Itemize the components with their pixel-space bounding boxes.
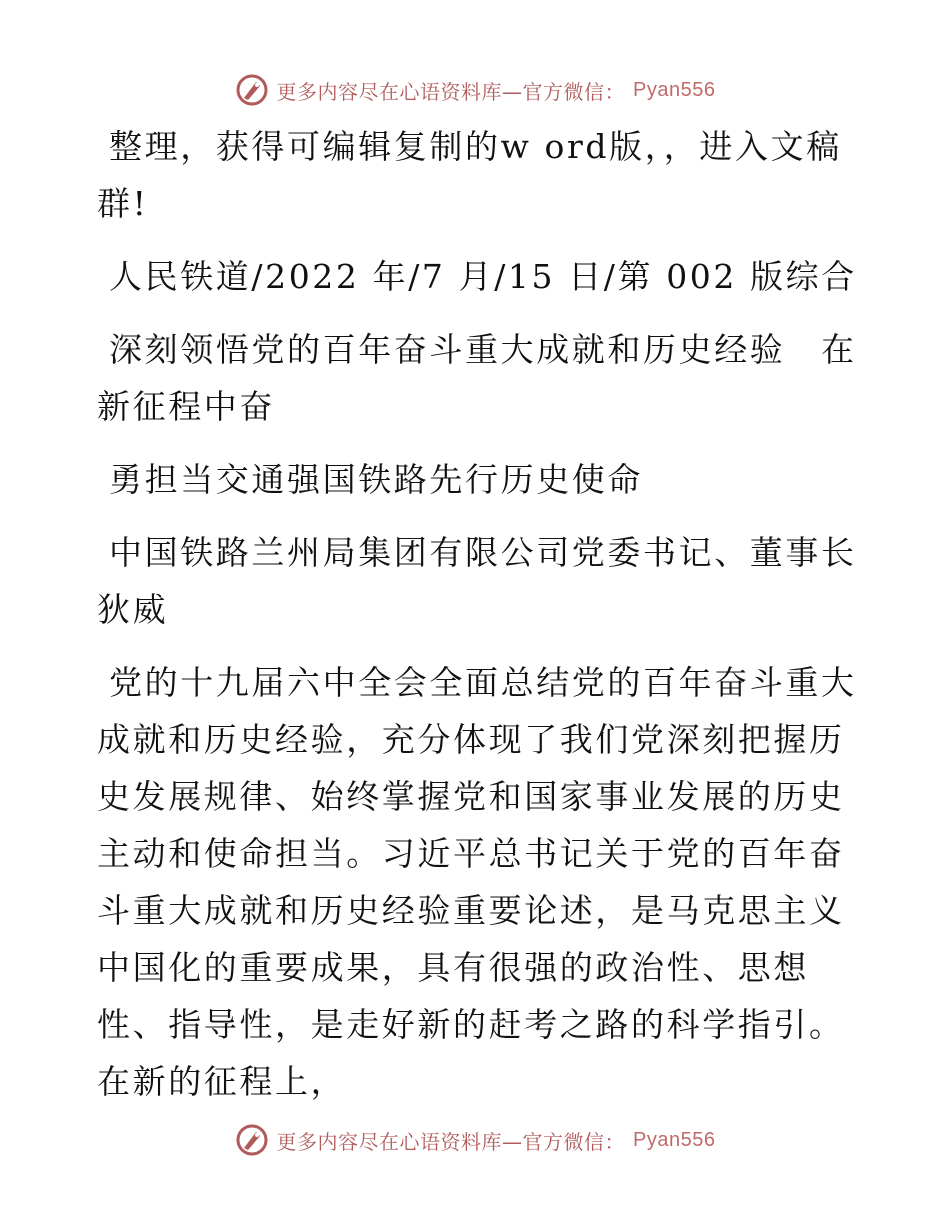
body-paragraph: 党的十九届六中全会全面总结党的百年奋斗重大成就和历史经验，充分体现了我们党深刻把握历史发展规律、始终掌握党和国家事业发展的历史主动和使命担当。习近平总书记关于党的百年奋斗重大成就和历史经验重要论述，是马克思主义中国化的重要成果，具有很强的政治性、思想性、指导性，是走好新的赶考之路的科学指引。在新的征程上，	[97, 663, 857, 1101]
headline: 深刻领悟党的百年奋斗重大成就和历史经验 在新征程中奋	[97, 330, 857, 426]
watermark-text: 更多内容尽在心语资料库—官方微信：	[276, 79, 626, 104]
subheadline: 勇担当交通强国铁路先行历史使命	[109, 460, 643, 499]
author-line: 中国铁路兰州局集团有限公司党委书记、董事长狄威	[97, 533, 857, 629]
watermark-text: 更多内容尽在心语资料库—官方微信：	[276, 1129, 626, 1154]
pen-nib-logo-icon	[235, 1123, 269, 1157]
pen-nib-logo-icon	[235, 73, 269, 107]
document-body	[97, 118, 857, 1126]
watermark-id: Pyan556	[633, 78, 716, 101]
watermark-top	[0, 70, 950, 110]
watermark-bottom	[0, 1120, 950, 1160]
source-line: 人民铁道/2022 年/7 月/15 日/第 002 版综合	[109, 257, 857, 296]
intro-line: 整理，获得可编辑复制的w ord版，，进入文稿群!	[97, 127, 842, 223]
watermark-id: Pyan556	[633, 1128, 716, 1151]
